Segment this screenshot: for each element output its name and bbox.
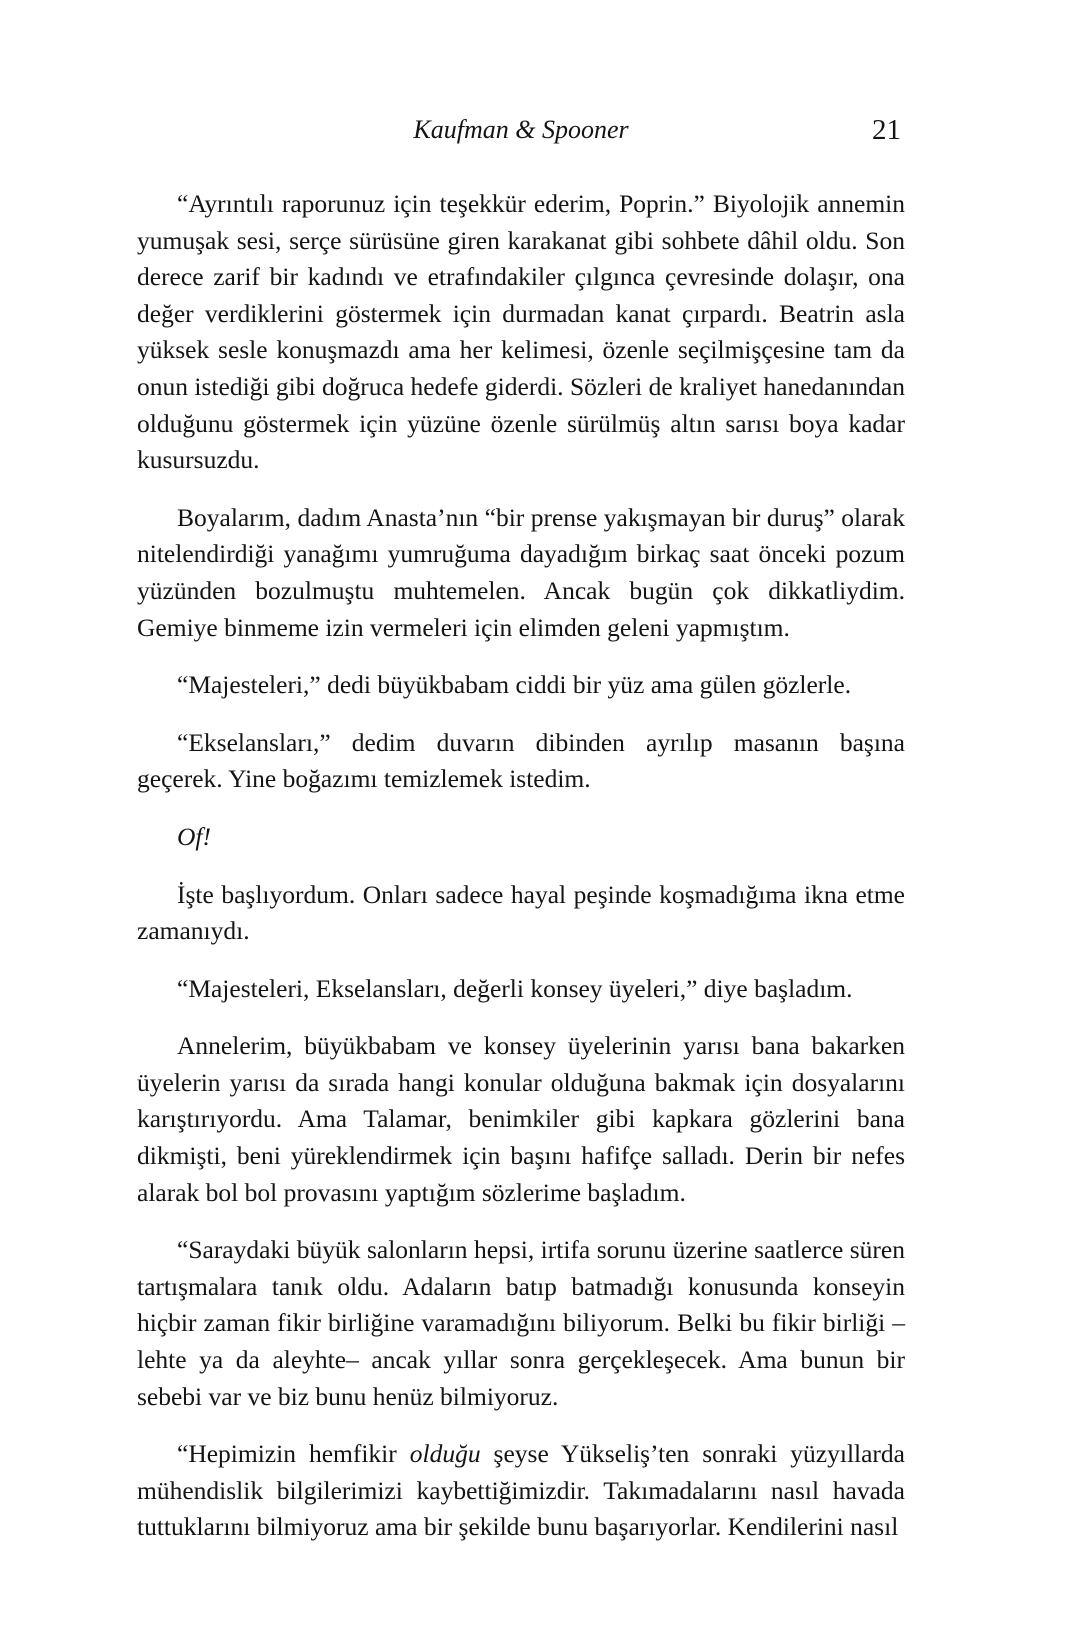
running-head: Kaufman & Spooner [413, 115, 629, 144]
paragraph: “Saraydaki büyük salonların hepsi, irtifa sorunu üzerine saatlerce süren tartışmalara tanık oldu. Adaların batıp batmadığı konusunda konseyin hiçbir zaman fikir birliğine varamadığını biliyorum. Belki bu fikir birliği –lehte ya da aleyhte– ancak yıllar sonra gerçekleşecek. Ama bunun bir sebebi var ve biz bunu henüz bilmiyoruz. [137, 1235, 905, 1411]
page-number: 21 [872, 114, 901, 146]
page-header [137, 112, 905, 152]
paragraph: İşte başlıyordum. Onları sadece hayal peşinde koşmadığıma ikna etme zamanıydı. [137, 879, 905, 946]
text-run: şeyse Yükseliş’ten sonraki yüzyıllarda mühendislik bilgilerimizi kaybettiğimizdir. Takımadalarını nasıl havada tuttuklarını bilmiyoruz ama bir şekilde bunu başarıyorlar. Kendilerini nasıl [137, 1439, 905, 1542]
paragraph: “Ekselansları,” dedim duvarın dibinden ayrılıp masanın başına geçerek. Yine boğazımı temizlemek istedim. [137, 727, 905, 794]
text-run: “Hepimizin hemfikir [177, 1439, 410, 1469]
page-body [137, 186, 905, 1546]
paragraph-exclamation: Of! [177, 821, 211, 851]
paragraph: “Majesteleri,” dedi büyükbabam ciddi bir yüz ama gülen gözlerle. [177, 670, 852, 700]
emphasized-word: olduğu [409, 1439, 481, 1469]
paragraph: “Ayrıntılı raporunuz için teşekkür ederim, Poprin.” Biyolojik annemin yumuşak sesi, serçe sürüsüne giren karakanat gibi sohbete dâhil oldu. Son derece zarif bir kadındı ve etrafındakiler çılgınca çevresinde dolaşır, ona değer verdiklerini göstermek için durmadan kanat çırpardı. Beatrin asla yüksek sesle konuşmazdı ama her kelimesi, özenle seçilmişçesine tam da onun istediği gibi doğruca hedefe giderdi. Sözleri de kraliyet hanedanından olduğunu göstermek için yüzüne özenle sürülmüş altın sarısı boya kadar kusursuzdu. [137, 189, 905, 475]
paragraph-last [137, 1436, 905, 1546]
paragraph: Boyalarım, dadım Anasta’nın “bir prense yakışmayan bir duruş” olarak nitelendirdiği yanağımı yumruğuma dayadığım birkaç saat önceki pozum yüzünden bozulmuştu muhtemelen. Ancak bugün çok dikkatliydim. Gemiye binmeme izin vermeleri için elimden geleni yapmıştım. [137, 502, 905, 642]
paragraph: “Majesteleri, Ekselansları, değerli konsey üyeleri,” diye başladım. [177, 973, 853, 1003]
paragraph: Annelerim, büyükbabam ve konsey üyelerinin yarısı bana bakarken üyelerin yarısı da sırada hangi konular olduğuna bakmak için dosyalarını karıştırıyordu. Ama Talamar, benimkiler gibi kapkara gözlerini bana dikmişti, beni yüreklendirmek için başını hafifçe salladı. Derin bir nefes alarak bol bol provasını yaptığım sözlerime başladım. [137, 1031, 905, 1207]
